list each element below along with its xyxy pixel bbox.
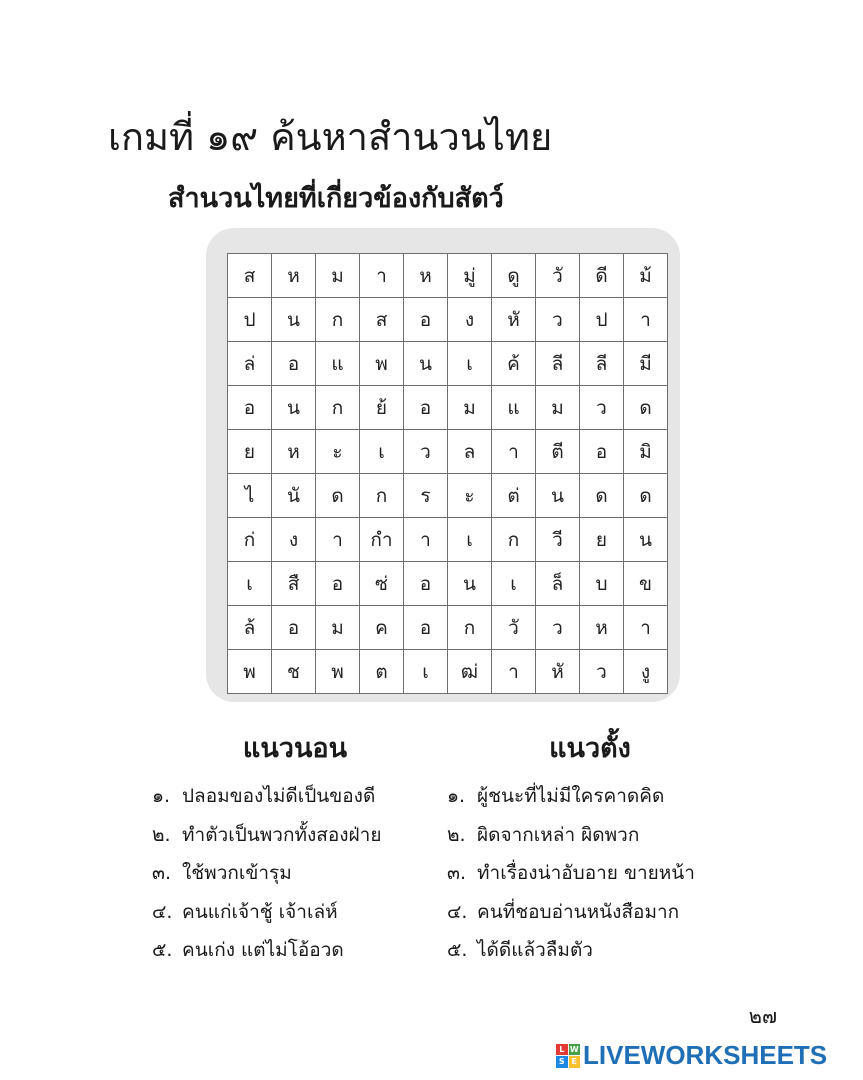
grid-cell[interactable]: อ (228, 386, 272, 430)
grid-cell[interactable]: ก (492, 518, 536, 562)
horizontal-heading: แนวนอน (242, 733, 348, 764)
grid-row (228, 386, 668, 430)
grid-cell[interactable]: ไ (228, 474, 272, 518)
grid-cell[interactable]: า (492, 650, 536, 694)
grid-cell[interactable]: ง (448, 298, 492, 342)
grid-cell[interactable]: ก (448, 606, 492, 650)
grid-cell[interactable]: เ (448, 342, 492, 386)
grid-cell[interactable]: ก (360, 474, 404, 518)
clue-text: ปลอมของไม่ดีเป็นของดี (182, 785, 376, 807)
grid-cell[interactable]: ดี (580, 254, 624, 298)
grid-cell[interactable]: หั (536, 650, 580, 694)
grid-cell[interactable]: ก่ (228, 518, 272, 562)
grid-cell[interactable]: า (316, 518, 360, 562)
grid-cell[interactable]: ข (624, 562, 668, 606)
grid-cell[interactable]: งู (624, 650, 668, 694)
grid-cell[interactable]: ห (580, 606, 624, 650)
grid-cell[interactable]: ลี (580, 342, 624, 386)
grid-cell[interactable]: ลี (536, 342, 580, 386)
grid-cell[interactable]: ร (404, 474, 448, 518)
grid-cell[interactable]: เ (404, 650, 448, 694)
grid-cell[interactable]: น (624, 518, 668, 562)
grid-cell[interactable]: ก (316, 386, 360, 430)
clue-text: ผู้ชนะที่ไม่มีใครคาดคิด (477, 785, 665, 807)
horizontal-clues (152, 782, 442, 975)
grid-cell[interactable]: า (360, 254, 404, 298)
grid-cell[interactable]: ย (228, 430, 272, 474)
clue-number: ๔. (152, 900, 173, 923)
clue-number: ๒. (447, 823, 466, 846)
grid-cell[interactable]: า (624, 606, 668, 650)
grid-cell[interactable]: บ (580, 562, 624, 606)
grid-cell[interactable]: อ (404, 606, 448, 650)
logo-tile: L (556, 1044, 568, 1056)
grid-cell[interactable]: ล็ (536, 562, 580, 606)
grid-cell[interactable]: อ (272, 606, 316, 650)
grid-cell[interactable]: ว (580, 650, 624, 694)
grid-cell[interactable]: น (536, 474, 580, 518)
grid-cell[interactable]: ย (580, 518, 624, 562)
vertical-heading: แนวตั้ง (549, 733, 631, 764)
grid-row (228, 474, 668, 518)
grid-cell[interactable]: ต่ (492, 474, 536, 518)
grid-cell[interactable]: ป (228, 298, 272, 342)
clue-number: ๒. (152, 823, 171, 846)
page-subtitle: สำนวนไทยที่เกี่ยวข้องกับสัตว์ (168, 183, 504, 214)
clue-item (152, 782, 442, 821)
grid-cell[interactable]: ม (536, 386, 580, 430)
grid-row (228, 430, 668, 474)
grid-cell[interactable]: ง (272, 518, 316, 562)
grid-cell[interactable]: ะ (448, 474, 492, 518)
grid-cell[interactable]: ย้ (360, 386, 404, 430)
clue-text: ทำเรื่องน่าอับอาย ขายหน้า (477, 862, 695, 884)
liveworksheets-logo[interactable] (556, 1040, 827, 1071)
grid-cell[interactable]: ค้ (492, 342, 536, 386)
grid-cell[interactable]: ว (536, 298, 580, 342)
grid-cell[interactable]: ม (316, 254, 360, 298)
clue-item (447, 936, 747, 975)
grid-cell[interactable]: ด (624, 386, 668, 430)
clue-item (447, 782, 747, 821)
clue-text: คนแก่เจ้าชู้ เจ้าเล่ห์ (182, 900, 338, 923)
clue-number: ๔. (447, 900, 468, 923)
grid-row (228, 254, 668, 298)
grid-cell[interactable]: มี (624, 342, 668, 386)
word-search-grid (227, 253, 668, 694)
clue-item (152, 898, 442, 937)
grid-cell[interactable]: แ (492, 386, 536, 430)
liveworksheets-wordmark: LIVEWORKSHEETS (583, 1040, 828, 1070)
grid-cell[interactable]: า (492, 430, 536, 474)
grid-cell[interactable]: ต (360, 650, 404, 694)
clue-number: ๑. (152, 785, 171, 807)
clue-text: คนที่ชอบอ่านหนังสือมาก (477, 900, 680, 923)
grid-cell[interactable]: นั (272, 474, 316, 518)
grid-cell[interactable]: อ (404, 298, 448, 342)
grid-cell[interactable]: สื (272, 562, 316, 606)
grid-cell[interactable]: ด (624, 474, 668, 518)
grid-cell[interactable]: ดู (492, 254, 536, 298)
grid-cell[interactable]: เ (448, 518, 492, 562)
clue-text: ทำตัวเป็นพวกทั้งสองฝ่าย (182, 823, 382, 846)
grid-cell[interactable]: เ (360, 430, 404, 474)
grid-cell[interactable]: ว (580, 386, 624, 430)
grid-cell[interactable]: า (624, 298, 668, 342)
clue-item (447, 821, 747, 860)
clue-number: ๕. (447, 939, 468, 961)
grid-cell[interactable]: ล่ (228, 342, 272, 386)
grid-cell[interactable]: ม (316, 606, 360, 650)
grid-cell[interactable]: เ (492, 562, 536, 606)
liveworksheets-logo-icon (556, 1044, 580, 1068)
clue-number: ๓. (152, 862, 172, 884)
grid-cell[interactable]: อ (272, 342, 316, 386)
grid-cell[interactable]: ตี (536, 430, 580, 474)
grid-row (228, 298, 668, 342)
grid-cell[interactable]: า (404, 518, 448, 562)
grid-row (228, 518, 668, 562)
grid-cell[interactable]: น (272, 298, 316, 342)
clue-text: ผิดจากเหล่า ผิดพวก (477, 823, 640, 846)
grid-cell[interactable]: น (404, 342, 448, 386)
grid-cell[interactable]: อ (580, 430, 624, 474)
clue-number: ๑. (447, 785, 466, 807)
clue-item (152, 936, 442, 975)
grid-cell[interactable]: น (272, 386, 316, 430)
grid-cell[interactable]: มู่ (448, 254, 492, 298)
grid-cell[interactable]: ส (360, 298, 404, 342)
logo-tile: E (569, 1056, 581, 1068)
clue-item (447, 898, 747, 937)
clue-item (152, 821, 442, 860)
grid-cell[interactable]: ล้ (228, 606, 272, 650)
grid-cell[interactable]: แ (316, 342, 360, 386)
grid-cell[interactable]: ช (272, 650, 316, 694)
page-number: ๒๗ (748, 1004, 777, 1028)
grid-cell[interactable]: กำ (360, 518, 404, 562)
grid-cell[interactable]: ล (448, 430, 492, 474)
logo-tile: W (569, 1044, 579, 1054)
grid-cell[interactable]: ส (228, 254, 272, 298)
grid-cell[interactable]: ค (360, 606, 404, 650)
clue-item (152, 859, 442, 898)
grid-cell[interactable]: ว (404, 430, 448, 474)
grid-cell[interactable]: ม้ (624, 254, 668, 298)
grid-cell[interactable]: วั (492, 606, 536, 650)
grid-cell[interactable]: ห (272, 254, 316, 298)
grid-cell[interactable]: ด (580, 474, 624, 518)
grid-cell[interactable]: ะ (316, 430, 360, 474)
grid-cell[interactable]: วี (536, 518, 580, 562)
grid-cell[interactable]: อ (316, 562, 360, 606)
grid-cell[interactable]: ม (448, 386, 492, 430)
grid-cell[interactable]: ซ่ (360, 562, 404, 606)
grid-cell[interactable]: วั (536, 254, 580, 298)
clue-number: ๓. (447, 862, 467, 884)
clue-text: ใช้พวกเข้ารุม (182, 862, 292, 884)
grid-row (228, 650, 668, 694)
grid-cell[interactable]: มิ (624, 430, 668, 474)
grid-cell[interactable]: พ (316, 650, 360, 694)
grid-cell[interactable]: พ (360, 342, 404, 386)
grid-cell[interactable]: อ (404, 562, 448, 606)
clue-item (447, 859, 747, 898)
grid-cell[interactable]: อ (404, 386, 448, 430)
grid-cell[interactable]: พ (228, 650, 272, 694)
page-title: เกมที่ ๑๙ ค้นหาสำนวนไทย (108, 115, 553, 159)
grid-row (228, 562, 668, 606)
grid-row (228, 342, 668, 386)
grid-cell[interactable]: ห (404, 254, 448, 298)
grid-cell[interactable]: ว (536, 606, 580, 650)
grid-cell[interactable]: ก (316, 298, 360, 342)
clue-number: ๕. (152, 939, 173, 961)
grid-cell[interactable]: ห (272, 430, 316, 474)
grid-cell[interactable]: ด (316, 474, 360, 518)
clue-text: คนเก่ง แต่ไม่โอ้อวด (182, 939, 344, 961)
grid-cell[interactable]: ฒ่ (448, 650, 492, 694)
grid-cell[interactable]: น (448, 562, 492, 606)
logo-tile: S (556, 1056, 568, 1068)
grid-cell[interactable]: เ (228, 562, 272, 606)
grid-cell[interactable]: หั (492, 298, 536, 342)
grid-row (228, 606, 668, 650)
clue-text: ได้ดีแล้วลืมตัว (477, 939, 593, 961)
grid-cell[interactable]: ป (580, 298, 624, 342)
vertical-clues (447, 782, 747, 975)
